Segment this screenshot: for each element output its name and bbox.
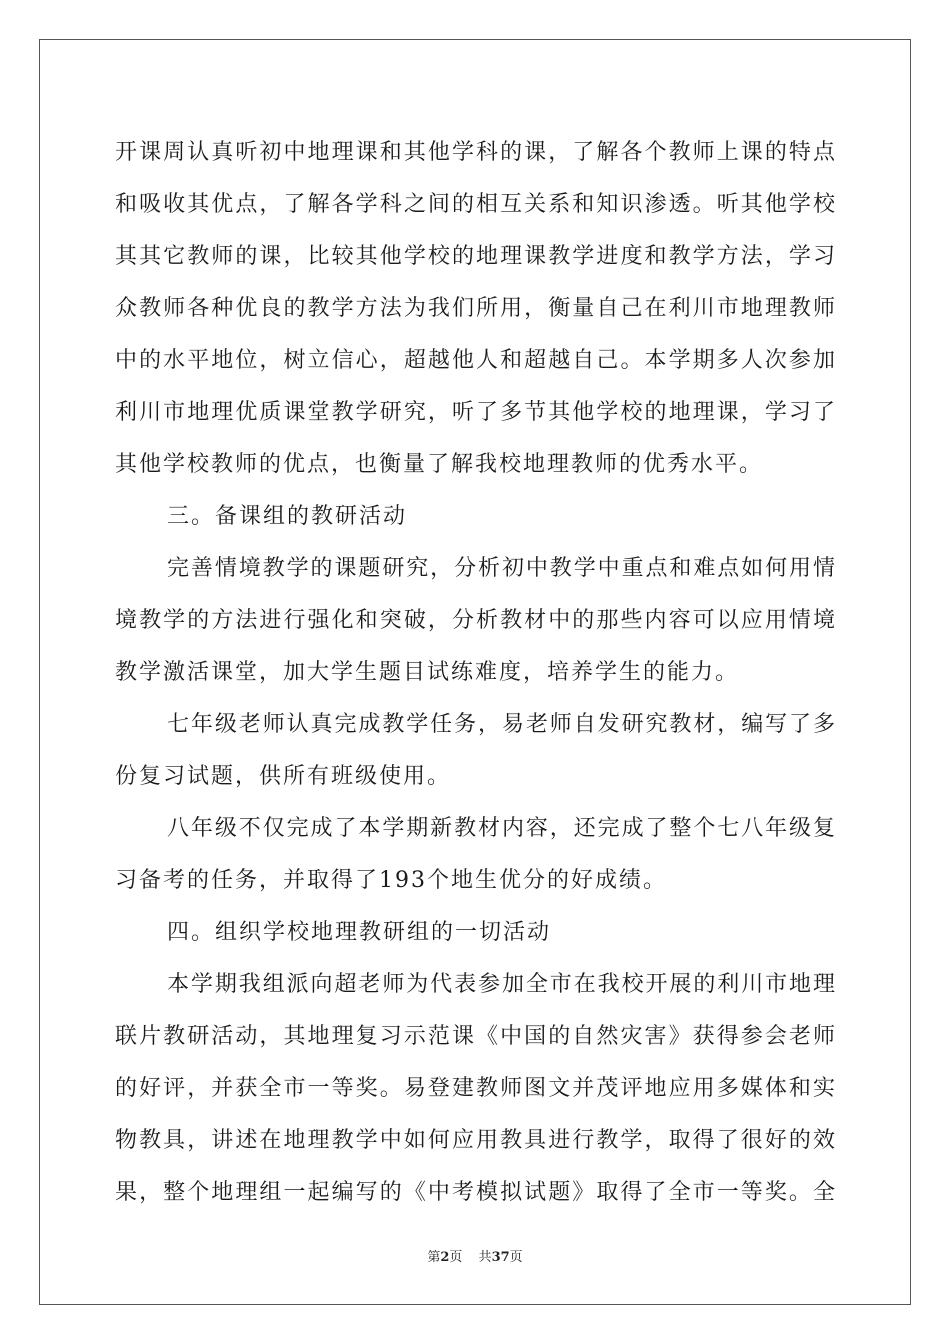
text-line: 中的水平地位，树立信心，超越他人和超越自己。本学期多人次参加 [115,348,835,373]
text-line: 完善情境教学的课题研究，分析初中教学中重点和难点如何用情 [167,556,835,581]
text-line: 其他学校教师的优点，也衡量了解我校地理教师的优秀水平。 [115,452,764,477]
text-line: 境教学的方法进行强化和突破，分析教材中的那些内容可以应用情境 [115,608,835,633]
text-line: 开课周认真听初中地理课和其他学科的课，了解各个教师上课的特点 [115,140,835,165]
text-line: 联片教研活动，其地理复习示范课《中国的自然灾害》获得参会老师 [115,1024,835,1049]
page-total: 共37页 [478,1250,523,1265]
text-line: 习备考的任务，并取得了193个地生优分的好成绩。 [115,868,667,893]
document-body [115,127,835,1219]
text-line: 利川市地理优质课堂教学研究，听了多节其他学校的地理课，学习了 [115,400,835,425]
text-line: 本学期我组派向超老师为代表参加全市在我校开展的利川市地理 [167,972,835,997]
text-line: 七年级老师认真完成教学任务，易老师自发研究教材，编写了多 [167,712,835,737]
text-line: 其其它教师的课，比较其他学校的地理课教学进度和教学方法，学习 [115,244,835,269]
section-heading: 三。备课组的教研活动 [167,504,408,529]
text-line: 和吸收其优点，了解各学科之间的相互关系和知识渗透。听其他学校 [115,192,835,217]
section-heading: 四。组织学校地理教研组的一切活动 [167,920,552,945]
text-line: 众教师各种优良的教学方法为我们所用，衡量自己在利川市地理教师 [115,296,835,321]
text-line: 八年级不仅完成了本学期新教材内容，还完成了整个七八年级复 [167,816,835,841]
page-footer [0,1246,950,1265]
page-number: 第2页 [427,1250,463,1265]
text-line: 的好评，并获全市一等奖。易登建教师图文并茂评地应用多媒体和实 [115,1076,835,1101]
text-line: 教学激活课堂，加大学生题目试练难度，培养学生的能力。 [115,660,740,685]
text-line: 物教具，讲述在地理教学中如何应用教具进行教学，取得了很好的效 [115,1128,835,1153]
text-line: 份复习试题，供所有班级使用。 [115,764,452,789]
text-line: 果，整个地理组一起编写的《中考模拟试题》取得了全市一等奖。全 [115,1180,835,1205]
